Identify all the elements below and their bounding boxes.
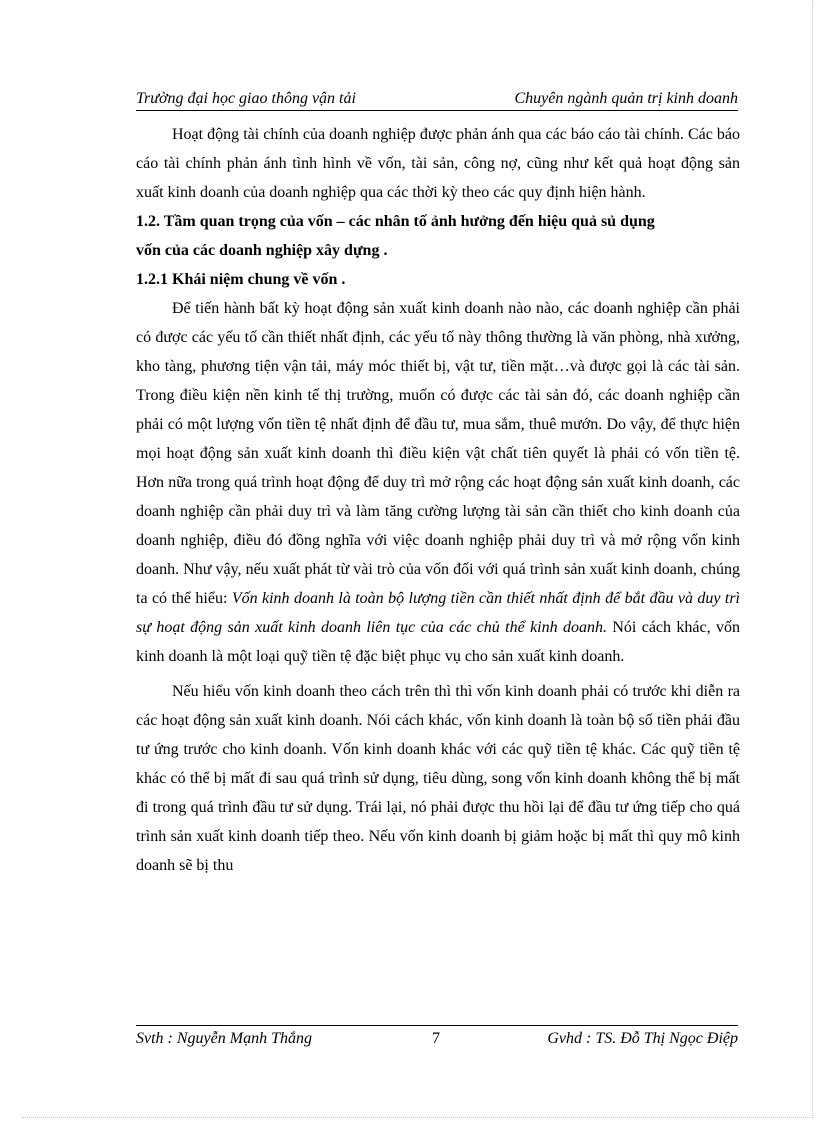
body-text	[136, 120, 740, 880]
footer-rule	[136, 1025, 738, 1026]
running-header	[136, 88, 738, 111]
section-heading-1-2-line-2: vốn của các doanh nghiệp xây dựng .	[136, 242, 388, 259]
capital-definition: Vốn kinh doanh là toàn bộ lượng tiền cần thiết nhất định để bắt đầu và duy trì sự hoạt động sản xuất kinh doanh liên tục của các chủ thể kinh doanh.	[136, 590, 740, 636]
header-major: Chuyên ngành quản trị kinh doanh	[514, 90, 738, 107]
footer-student: Svth : Nguyễn Mạnh Thắng	[136, 1030, 312, 1047]
running-footer	[136, 1028, 738, 1050]
footer-supervisor: Gvhd : TS. Đỗ Thị Ngọc Điệp	[547, 1030, 738, 1047]
paragraph-capital-concept-end: Nói cách khác, vốn kinh doanh là một loại quỹ tiền tệ đặc biệt phục vụ cho sản xuất kinh doanh.	[136, 619, 740, 665]
page-edge-bottom	[22, 1117, 812, 1118]
paragraph-capital-concept-start: Để tiến hành bất kỳ hoạt động sản xuất kinh doanh nào nào, các doanh nghiệp cần phải có được các yếu tố cần thiết nhất định, các yếu tố này thông thường là văn phòng, nhà xưởng, kho tàng, phương tiện vận tải, máy móc thiết bị, vật tư, tiền mặt…và được gọi là các tài sản. Trong điều kiện nền kinh tế thị trường, muốn có được các tài sản đó, các doanh nghiệp cần phải có một lượng vốn tiền tệ nhất định để đầu tư, mua sắm, thuê mướn. Do vậy, để thực hiện mọi hoạt động sản xuất kinh doanh thì điều kiện vật chất tiên quyết là phải có vốn tiền tệ. Hơn nữa trong quá trình hoạt động để duy trì mở rộng các hoạt động sản xuất kinh doanh, các doanh nghiệp cần phải duy trì và làm tăng cường lượng tài sản cần thiết cho kinh doanh của doanh nghiệp, điều đó đồng nghĩa với việc doanh nghiệp phải duy trì và mở rộng vốn kinh doanh. Như vậy, nếu xuất phát từ vài trò của vốn đối với quá trình sản xuất kinh doanh, chúng ta có thể hiểu:	[136, 300, 740, 607]
paragraph-capital-concept	[136, 294, 740, 671]
page-edge-right	[812, 0, 813, 1118]
paragraph-financial-activity: Hoạt động tài chính của doanh nghiệp được phản ánh qua các báo cáo tài chính. Các báo cáo tài chính phản ánh tình hình về vốn, tài sản, công nợ, cũng như kết quả hoạt động sản xuất kinh doanh của doanh nghiệp qua các thời kỳ theo các quy định hiện hành.	[136, 126, 740, 201]
paragraph-capital-understanding: Nếu hiểu vốn kinh doanh theo cách trên thì thì vốn kinh doanh phải có trước khi diễn ra các hoạt động sản xuất kinh doanh. Nói cách khác, vốn kinh doanh là toàn bộ số tiền phải đầu tư ứng trước cho kinh doanh. Vốn kinh doanh khác với các quỹ tiền tệ khác. Các quỹ tiền tệ khác có thể bị mất đi sau quá trình sử dụng, tiêu dùng, song vốn kinh doanh không thể bị mất đi trong quá trình đầu tư sử dụng. Trái lại, nó phải được thu hồi lại để đầu tư ứng tiếp cho quá trình sản xuất kinh doanh tiếp theo. Nếu vốn kinh doanh bị giảm hoặc bị mất thì quy mô kinh doanh sẽ bị thu	[136, 683, 740, 874]
page-number: 7	[432, 1030, 440, 1047]
header-university: Trường đại học giao thông vận tải	[136, 90, 356, 107]
section-heading-1-2-1: 1.2.1 Khái niệm chung về vốn .	[136, 271, 346, 288]
section-heading-1-2-line-1: 1.2. Tầm quan trọng của vốn – các nhân tố ảnh hưởng đến hiệu quả sủ dụng	[136, 213, 655, 230]
